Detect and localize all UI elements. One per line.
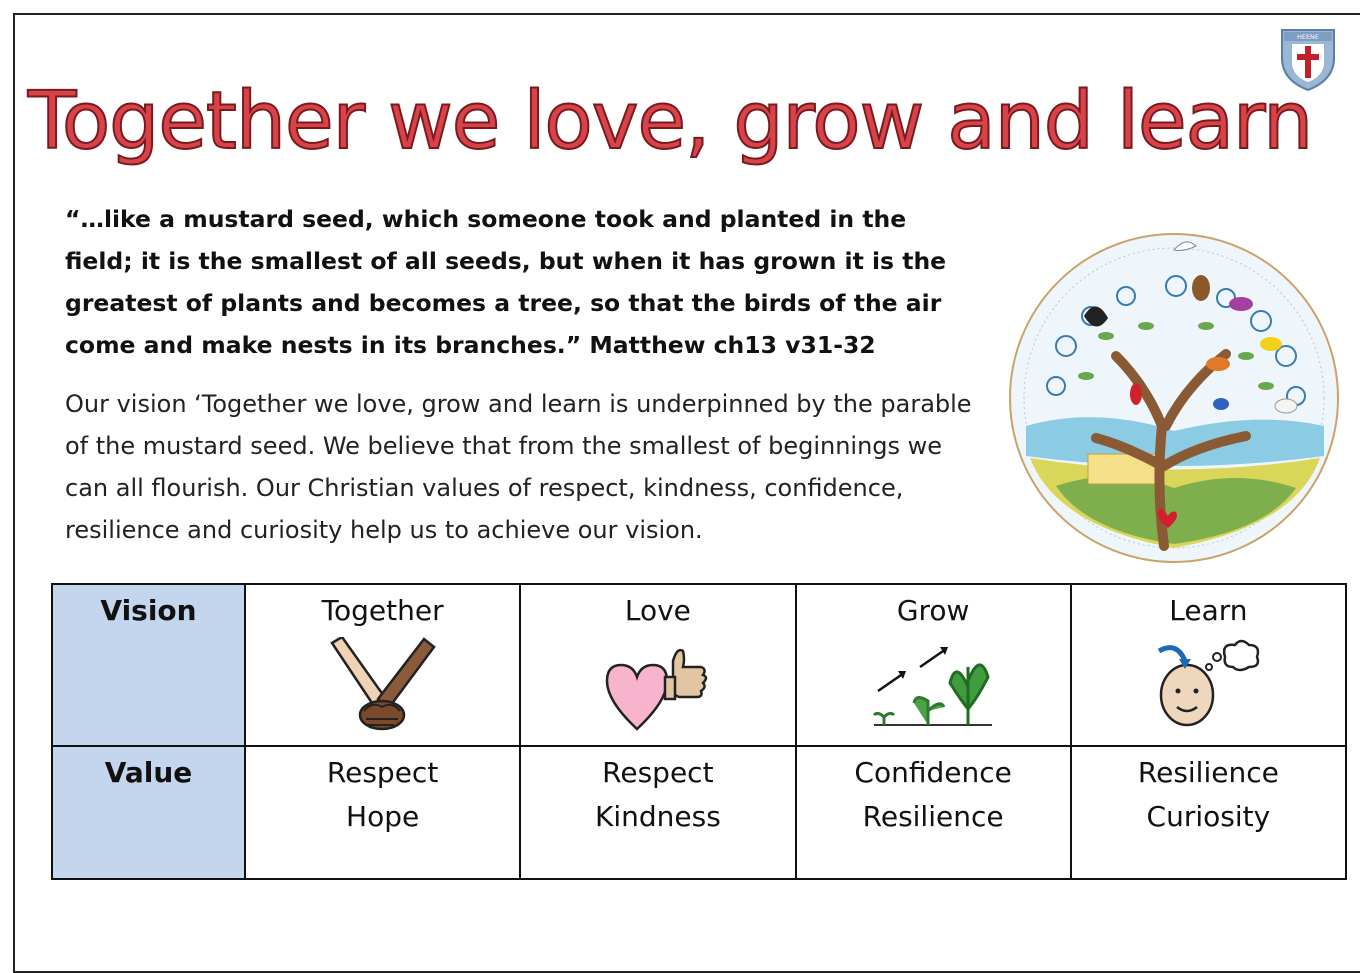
page-title: Together we love, grow and learn bbox=[28, 75, 1313, 167]
crest-text: HEENE bbox=[1296, 33, 1320, 41]
thinking-head-icon bbox=[1153, 637, 1263, 733]
value-row bbox=[52, 746, 1346, 879]
mustard-tree-illustration bbox=[996, 226, 1356, 574]
vision-cell-together bbox=[245, 584, 520, 746]
value-cell-grow bbox=[796, 746, 1071, 879]
vision-row-label bbox=[52, 584, 245, 746]
value-row-label bbox=[52, 746, 245, 879]
value-item: Resilience bbox=[862, 800, 1004, 833]
value-cell-love bbox=[520, 746, 795, 879]
value-cell-together bbox=[245, 746, 520, 879]
value-item: Kindness bbox=[594, 800, 721, 833]
vision-heading: Learn bbox=[1169, 594, 1248, 627]
vision-heading: Grow bbox=[896, 594, 970, 627]
value-label: Value bbox=[104, 756, 193, 789]
vision-cell-learn bbox=[1071, 584, 1346, 746]
value-item: Resilience bbox=[1137, 756, 1279, 789]
heart-thumbs-up-icon bbox=[603, 637, 713, 733]
value-item: Curiosity bbox=[1146, 800, 1271, 833]
value-item: Respect bbox=[326, 756, 439, 789]
value-item: Hope bbox=[346, 800, 420, 833]
vision-cell-love bbox=[520, 584, 795, 746]
vision-heading: Together bbox=[321, 594, 444, 627]
value-cell-learn bbox=[1071, 746, 1346, 879]
vision-cell-grow bbox=[796, 584, 1071, 746]
vision-label: Vision bbox=[100, 594, 197, 627]
values-table bbox=[51, 583, 1347, 880]
vision-row bbox=[52, 584, 1346, 746]
growing-plants-icon bbox=[868, 637, 998, 733]
bible-quote: “…like a mustard seed, which someone took and planted in the field; it is the smallest of all seeds, but when it has grown it is the greatest of plants and becomes a tree, so that the birds of the air come and make nests in its branches.” Matthew ch13 v31-32 bbox=[65, 205, 947, 359]
holding-hands-icon bbox=[328, 637, 438, 733]
vision-heading: Love bbox=[624, 594, 691, 627]
vision-statement: Our vision ‘Together we love, grow and learn is underpinned by the parable of the mustard seed. We believe that from the smallest of beginnings we can all flourish. Our Christian values of respect, kindness, confidence, resilience and curiosity help us to achieve our vision. bbox=[65, 390, 972, 544]
value-item: Confidence bbox=[854, 756, 1012, 789]
value-item: Respect bbox=[602, 756, 714, 789]
